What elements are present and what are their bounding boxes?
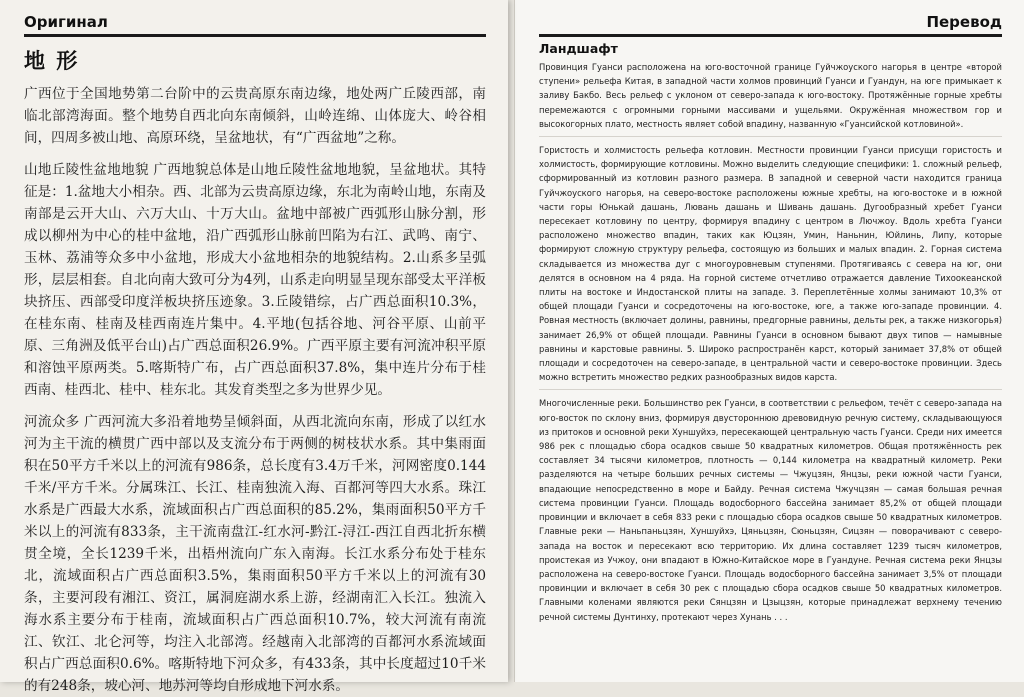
translation-heading: Ландшафт (539, 41, 618, 56)
original-paragraph-3: 河流众多 广西河流大多沿着地势呈倾斜面，从西北流向东南，形成了以红水河为主干流的横贯广西中部以及支流分布于两侧的树枝状水系。其中集雨面积在50平方千米以上的河流有986条，总长度有3.4万千米，河网密度0.144千米/平方千米。分属珠江、长江、桂南独流入海、百都河等四大水系。珠江水系是广西最大水系，流域面积占广西总面积的85.2%，集雨面积50平方千米以上的河流有833条，主干流南盘江-红水河-黔江-浔江-西江自西北折东横贯全境，全长1239千米，出梧州流向广东入南海。长江水系分布处于桂东北，流域面积占广西总面积3.5%，集雨面积50平方千米以上的河流有30条，主要河段有湘江、资江，属洞庭湖水系上游，经湖南汇入长江。独流入海水系主要分布于桂南，流域面积占广西总面积10.7%，较大河流有南流江、钦江、北仑河等，均注入北部湾。经越南入北部湾的百都河水系流域面积占广西总面积0.6%。喀斯特地下河众多，有433条，其中长度超过10千米的有248条，坡心河、地苏河等均自形成地下河水系。 (24, 414, 486, 694)
original-paragraph-2: 山地丘陵性盆地地貌 广西地貌总体是山地丘陵性盆地地貌，呈盆地状。其特征是：1.盆地大小相杂。西、北部为云贵高原边缘，东北为南岭山地，东南及南部是云开大山、六万大山、十万大山。盆地中部被广西弧形山脉分割，形成以柳州为中心的桂中盆地，沿广西弧形山脉前凹陷为右江、武鸣、南宁、玉林、荔浦等众多中小盆地，形成大小盆地相杂的地貌结构。2.山系多呈弧形，层层相套。自北向南大致可分为4列，山系走向明显呈现东部受太平洋板块挤压、西部受印度洋板块挤压迹象。3.丘陵错综，占广西总面积10.3%，在桂东南、桂南及桂西南连片集中。4.平地(包括谷地、河谷平原、山前平原、三角洲及低平台山)占广西总面积26.9%。广西平原主要有河流冲积平原和溶蚀平原两类。5.喀斯特广布，占广西总面积37.8%，集中连片分布于桂西南、桂西北、桂中、桂东北。其发育类型之多为世界少见。 (24, 162, 486, 398)
original-paragraph-1: 广西位于全国地势第二台阶中的云贵高原东南边缘，地处两广丘陵西部，南临北部湾海面。整个地势自西北向东南倾斜，山岭连绵、山体庞大、岭谷相间，四周多被山地、高原环绕，呈盆地状，有“广西盆地”之称。 (24, 86, 486, 146)
translation-header: Перевод (539, 10, 1002, 37)
original-header: Оригинал (24, 10, 486, 37)
original-page (0, 0, 508, 694)
original-heading: 地 形 (24, 48, 80, 73)
translation-body (539, 60, 1002, 629)
translation-paragraph-3: Многочисленные реки. Большинство рек Гуанси, в соответствии с рельефом, течёт с северо-запада на юго-восток по склону вниз, формируя двустороннюю древовидную речную систему, складывающуюся из притоков и основной реки Хуншуйхэ, пересекающей центральную часть Гуанси. Среди них имеется 986 рек с площадью сбора осадков свыше 50 квадратных километров. Общая протяжённость рек составляет 34 тысячи километров, плотность — 0,144 километра на квадратный километр. Реки разделяются на четыре больших речных системы — Чжуцзян, Янцзы, реки южной части Гуанси, впадающие непосредственно в море и Байду. Речная система Чжучцзян — самая большая речная система провинции Гуанси. Площадь водосборного бассейна занимает 85,2% от общей площади провинции и включает в себя 833 реки с площадью сбора осадков свыше 50 квадратных километров. Главные реки — Наньпаньцзян, Хуншуйхэ, Цяньцзян, Сюньцзян, Сицзян — поворачивают с северо-запада на восток и пересекают всю территорию. Их длина составляет 1239 тысяч километров, проистекая из Учжоу, они впадают в Южно-Китайское море в Гуандуне. Речная система реки Янцзы расположена на северо-востоке Гуанси. Площадь водосборного бассейна занимает 3,5% от площади провинции и включает в себя 30 рек с площадью сбора осадков свыше 50 квадратных километров. Главными коленами являются реки Сянцзян и Цзыцзян, которые принадлежат верхнему течению речной системы Дунтинху, протекают через Хунань . . . (539, 398, 1002, 622)
translation-page (514, 0, 1024, 682)
translation-paragraph-2: Гористость и холмистость рельефа котловин. Местности провинции Гуанси присущи гористость и холмистость, формирующие котловины. Можно выделить следующие специфики: 1. сложный рельеф, сформированный из котловин разного размера. В западной и северной части находится граница Гуйчжоуского нагорья, на северо-востоке расположены южные хребты, на юго-востоке и в южной части горы Юнькай дашань, Лювань дашань и Шивань дашань. Дугообразный хребет Гуанси пересекает котловину по центру, формируя впадину с центром в Лючжоу. Вдоль хребта Гуанси расположено множество впадин, таких как Юцзян, Умин, Наньнин, Юйлинь, Липу, которые формируют сложную структуру рельефа, состоящую из больших и малых впадин. 2. Горная система складывается из множества дуг с многоуровневым ступенями. Протягиваясь с севера на юг, они делятся в основном на 4 ряда. На горной системе отчетливо отражается давление Тихоокеанской плиты на востоке и Индостанской плиты на западе. 3. Переплетённые холмы занимают 10,3% от общей площади Гуанси и сосредоточены на юго-востоке, юге, а также юго-западе провинции. 4. Ровная местность (включает долины, равнины, предгорные равнины, дельты рек, а также низкогорья) занимает 26,9% от общей площади. Равнины Гуанси в основном бывают двух типов — намывные равнины и карстовые равнины. 5. Широко распространён карст, который занимает 37,8% от общей площади и сосредоточен на северо-западе, в центральной части и северо-востоке провинции. Здесь можно встретить множество редких разнообразных видов карста. (539, 143, 1002, 390)
translation-paragraph-1: Провинция Гуанси расположена на юго-восточной границе Гуйчжоуского нагорья в центре «второй ступени» рельефа Китая, в западной части холмов провинций Гуанси и Гуандун, на юге примыкает к заливу Бакбо. Весь рельеф с уклоном от северо-запада к юго-востоку. Протяжённые горные хребты перемежаются с огромными горными массивами и ущельями. Окружённая множеством гор и высокогорных плато, местность являет собой впадину, названную «Гуансийской котловиной». (539, 60, 1002, 137)
